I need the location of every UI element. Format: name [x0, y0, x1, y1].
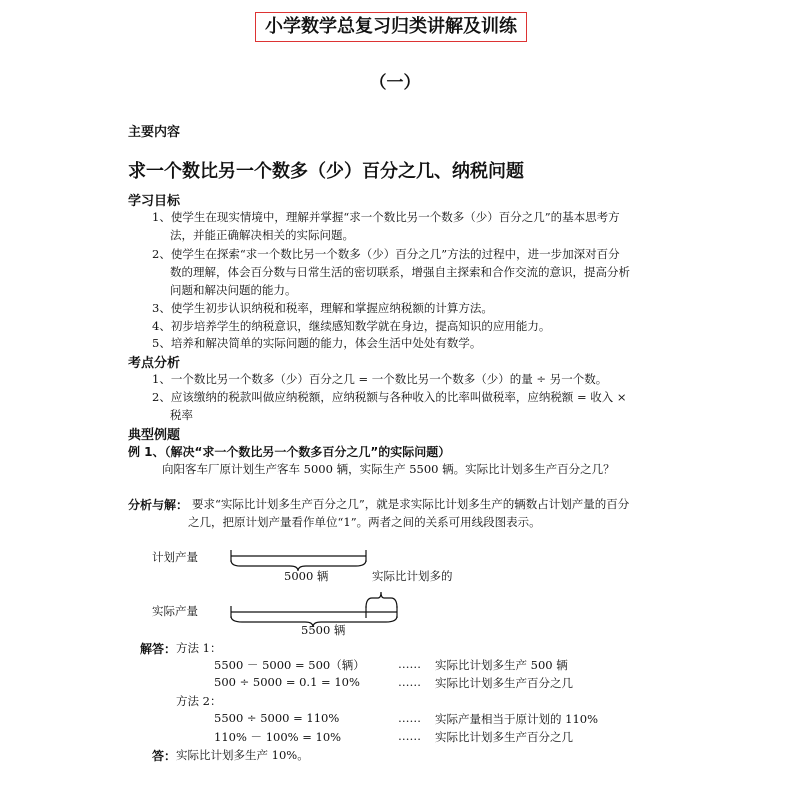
actual-label: 实际产量 — [152, 604, 198, 618]
calc-line: 110% － 100% = 10% — [214, 730, 342, 744]
calc-note: 实际比计划多生产百分之几 — [435, 730, 573, 744]
method-1-label: 方法 1： — [176, 641, 222, 655]
goal-line: 4、初步培养学生的纳税意识，继续感知数学就在身边，提高知识的应用能力。 — [152, 319, 551, 333]
topic-heading: 求一个数比另一个数多（少）百分之几、纳税问题 — [128, 161, 524, 182]
actual-brace — [231, 616, 397, 627]
goal-line: 数的理解，体会百分数与日常生活的密切联系，增强自主探索和合作交流的意识，提高分析 — [170, 265, 630, 279]
example-1-title: 例 1、（解决“求一个数比另一个数多百分之几”的实际问题） — [128, 445, 451, 459]
main-content-label: 主要内容 — [128, 125, 181, 140]
answer-text: 实际比计划多生产 10%。 — [176, 748, 309, 762]
analysis-text: 之几，把原计划产量看作单位“1”。两者之间的关系可用线段图表示。 — [188, 515, 541, 529]
analysis-line: 1、一个数比另一个数多（少）百分之几 = 一个数比另一个数多（少）的量 ÷ 另一个数。 — [152, 372, 608, 386]
example-1-text: 向阳客车厂原计划生产客车 5000 辆，实际生产 5500 辆。实际比计划多生产百分之几？ — [162, 462, 615, 476]
calc-line: 5500 － 5000 = 500（辆） — [214, 658, 365, 672]
goal-line: 5、培养和解决简单的实际问题的能力，体会生活中处处有数学。 — [152, 336, 482, 350]
goal-line: 2、使学生在探索“求一个数比另一个数多（少）百分之几”方法的过程中，进一步加深对百分 — [152, 247, 620, 261]
answer-label: 答： — [152, 749, 177, 763]
analysis-line: 税率 — [170, 408, 193, 422]
subtitle: （一） — [369, 73, 421, 93]
planned-value: 5000 辆 — [284, 569, 329, 583]
ellipsis: …… — [398, 657, 421, 671]
ellipsis: …… — [398, 675, 421, 689]
calc-line: 5500 ÷ 5000 = 110% — [214, 711, 340, 725]
goal-line: 问题和解决问题的能力。 — [170, 283, 297, 297]
calc-note: 实际产量相当于原计划的 110% — [435, 712, 599, 726]
goal-line: 法，并能正确解决相关的实际问题。 — [170, 228, 354, 242]
actual-value: 5500 辆 — [301, 623, 346, 637]
goals-heading: 学习目标 — [128, 194, 181, 209]
analysis-text: 要求“实际比计划多生产百分之几”，就是求实际比计划多生产的辆数占计划产量的百分 — [192, 497, 630, 511]
examples-heading: 典型例题 — [128, 428, 181, 443]
ellipsis: …… — [398, 711, 421, 725]
goal-line: 1、使学生在现实情境中，理解并掌握“求一个数比另一个数多（少）百分之几”的基本思考方 — [152, 210, 620, 224]
planned-brace — [231, 560, 366, 571]
analysis-line: 2、应该缴纳的税款叫做应纳税额，应纳税额与各种收入的比率叫做税率，应纳税额 = 收入 × — [152, 390, 627, 404]
ellipsis: …… — [398, 729, 421, 743]
calc-line: 500 ÷ 5000 = 0.1 = 10% — [214, 675, 360, 689]
goal-line: 3、使学生初步认识纳税和税率，理解和掌握应纳税额的计算方法。 — [152, 301, 493, 315]
document-title: 小学数学总复习归类讲解及训练 — [255, 12, 527, 42]
extra-brace — [366, 592, 397, 608]
method-2-label: 方法 2： — [176, 694, 222, 708]
solution-label: 解答： — [140, 642, 177, 656]
analysis-label: 分析与解： — [128, 498, 189, 512]
calc-note: 实际比计划多生产百分之几 — [435, 676, 573, 690]
extra-label: 实际比计划多的 — [372, 569, 453, 583]
calc-note: 实际比计划多生产 500 辆 — [435, 658, 568, 672]
analysis-heading: 考点分析 — [128, 356, 181, 371]
planned-label: 计划产量 — [152, 550, 198, 564]
